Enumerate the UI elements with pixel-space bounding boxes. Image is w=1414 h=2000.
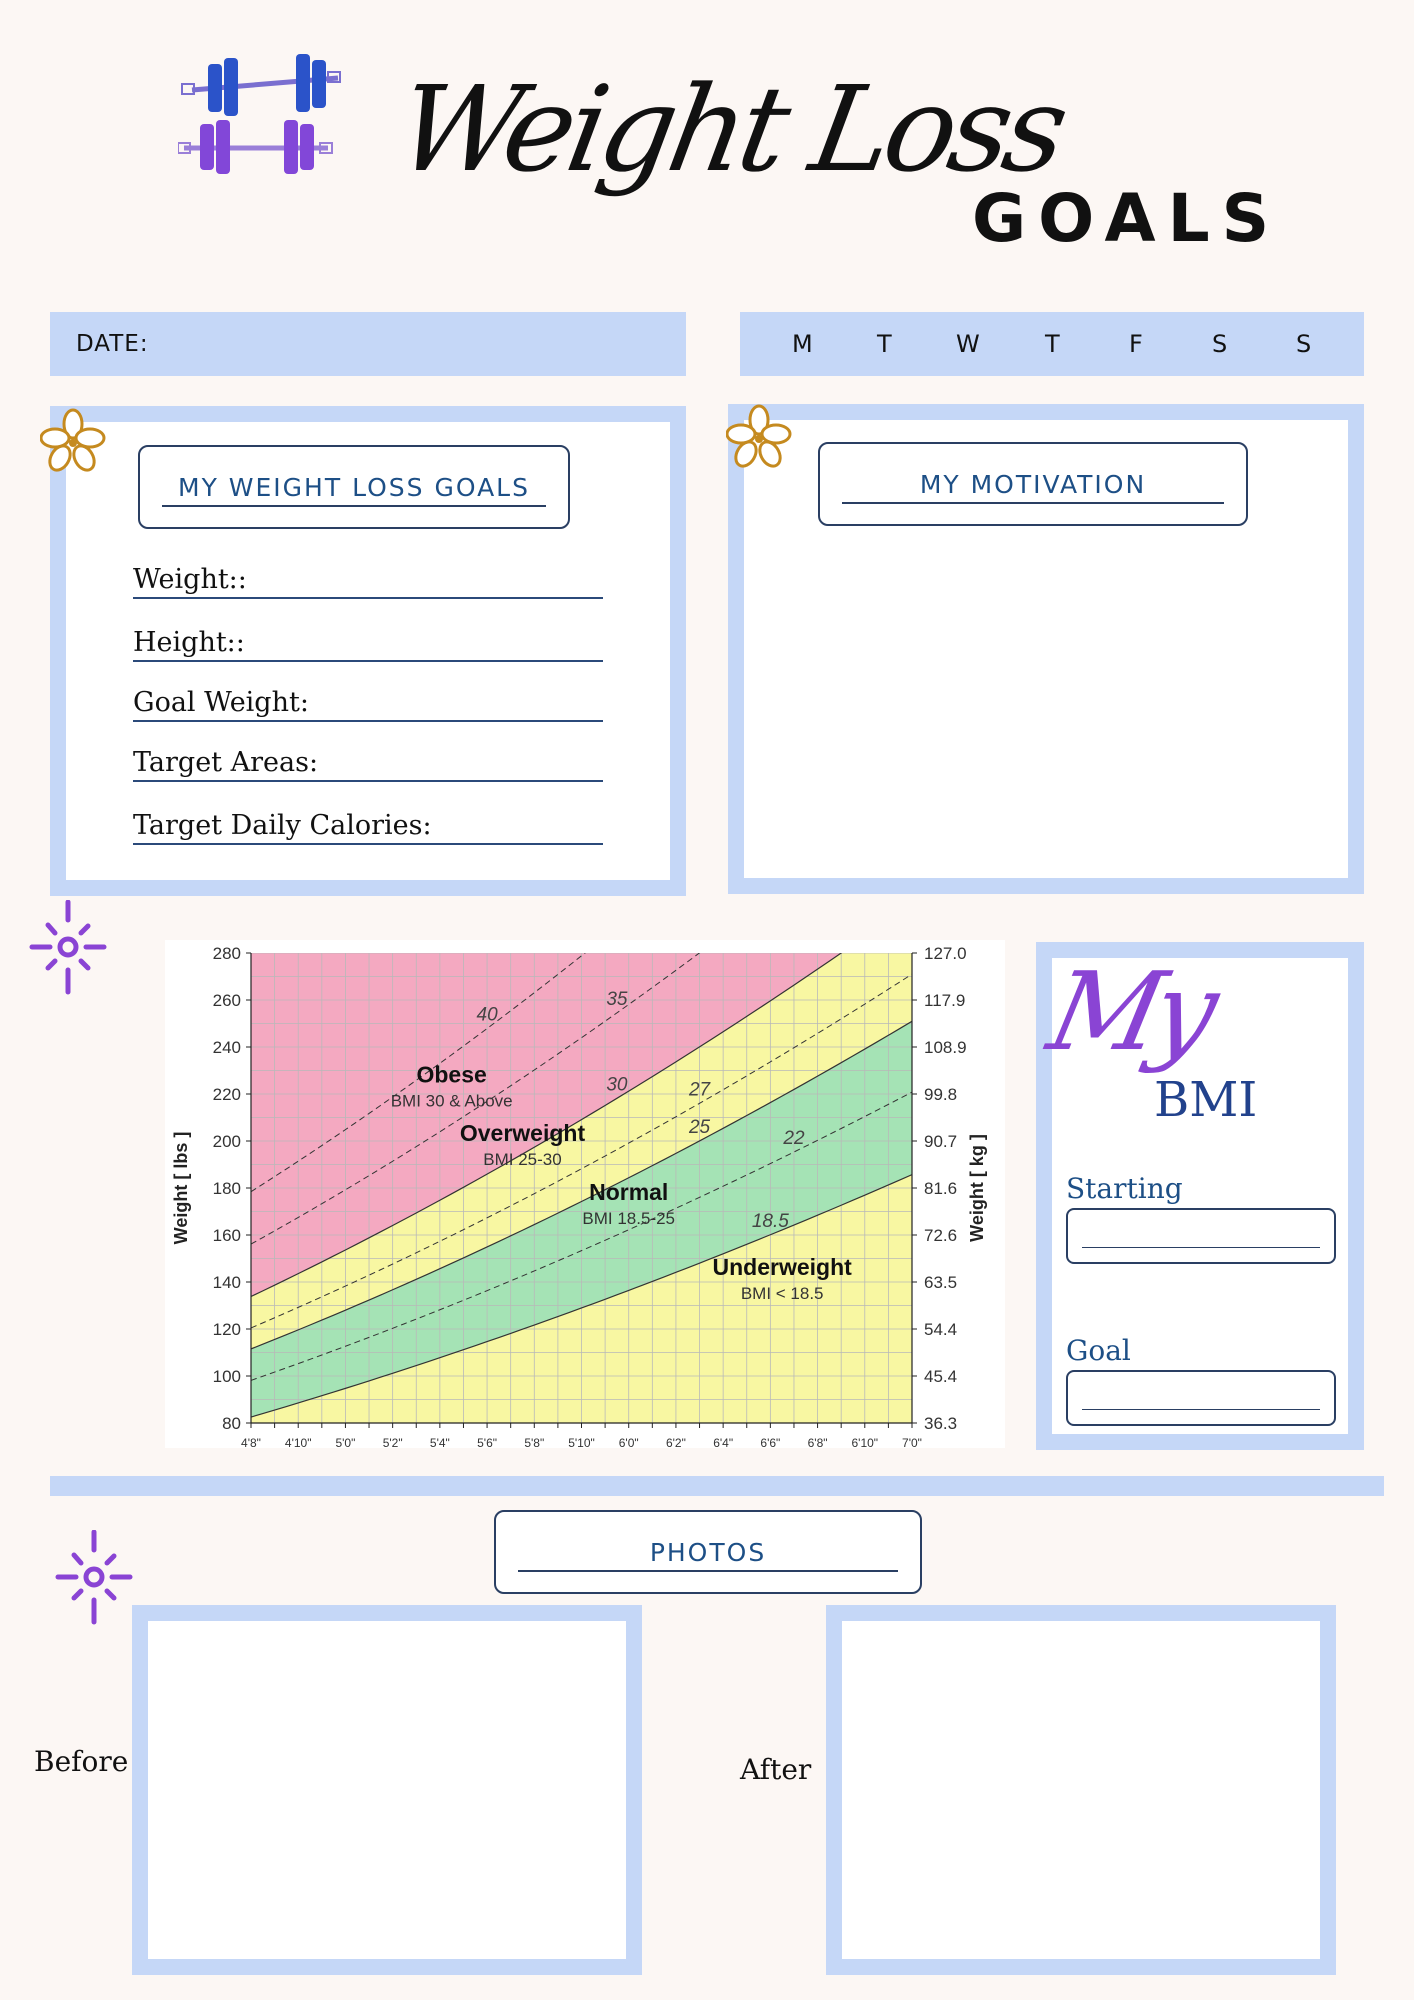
x-tick-label: 4'8" [241,1436,261,1448]
y-tick-label-lbs: 180 [212,1179,241,1198]
x-tick-label: 5'4" [429,1436,450,1448]
y-tick-label-lbs: 140 [212,1273,241,1292]
date-bar [50,312,686,376]
y-tick-label-kg: 117.9 [924,991,966,1010]
category-range: BMI 18.5-25 [582,1208,676,1228]
x-tick-label: 5'10" [568,1436,595,1448]
x-tick-label: 7'0" [902,1436,922,1448]
y-tick-label-kg: 81.6 [924,1179,958,1198]
flower-icon [40,408,106,474]
sparkle-icon [54,1530,134,1625]
day-thu[interactable]: T [1045,330,1060,358]
y-tick-label-lbs: 240 [212,1038,241,1057]
y-tick-label-lbs: 160 [212,1226,241,1245]
plot-area [251,940,912,1423]
day-sat[interactable]: S [1212,330,1228,358]
y-tick-label-lbs: 80 [222,1414,241,1433]
category-range: BMI 30 & Above [390,1091,513,1111]
motivation-title: MY MOTIVATION [919,469,1147,499]
sparkle-icon [28,900,108,995]
motivation-title-box [818,442,1248,526]
x-tick-label: 6'4" [713,1436,734,1448]
weight-field[interactable]: Weight:: [133,564,603,599]
photos-title-box [494,1510,922,1594]
y-axis-title-kg: Weight [ kg ] [967,1134,987,1242]
starting-label: Starting [1066,1172,1183,1205]
goals-title: MY WEIGHT LOSS GOALS [178,472,530,502]
goals-subtitle: GOALS [972,180,1282,257]
y-tick-label-kg: 72.6 [924,1226,958,1245]
bmi-line-label: 40 [476,1004,498,1026]
after-label: After [740,1753,812,1786]
before-label: Before [34,1745,129,1778]
target-calories-field[interactable]: Target Daily Calories: [133,810,603,845]
category-name: Overweight [459,1120,586,1146]
before-photo-frame[interactable] [132,1605,642,1975]
x-tick-label: 6'0" [618,1436,639,1448]
section-divider [50,1476,1384,1496]
y-axis-title-lbs: Weight [ lbs ] [171,1131,191,1245]
after-photo-frame[interactable] [826,1605,1336,1975]
goal-weight-field[interactable]: Goal Weight: [133,687,603,722]
y-tick-label-kg: 45.4 [924,1367,958,1386]
script-title: Weight Loss [387,60,1073,198]
bmi-script: BMI [1154,1072,1258,1128]
day-mon[interactable]: M [792,330,813,358]
y-tick-label-lbs: 220 [212,1085,241,1104]
category-range: BMI 25-30 [483,1150,562,1169]
bmi-line-label: 27 [688,1079,711,1101]
day-sun[interactable]: S [1296,330,1312,358]
y-tick-label-kg: 99.8 [924,1085,958,1104]
x-tick-label: 6'6" [760,1436,781,1448]
photos-title: PHOTOS [649,1537,767,1567]
y-tick-label-lbs: 100 [212,1367,241,1386]
y-tick-label-kg: 90.7 [924,1132,958,1151]
x-tick-label: 4'10" [284,1436,312,1448]
y-tick-label-kg: 108.9 [924,1038,967,1057]
y-tick-label-kg: 63.5 [924,1273,958,1292]
bmi-line-label: 30 [606,1074,628,1096]
bmi-line-label: 22 [783,1128,805,1150]
bmi-chart [165,940,1005,1448]
flower-icon [726,404,792,470]
dumbbells-icon [178,48,353,183]
y-tick-label-lbs: 120 [212,1320,241,1339]
y-tick-label-kg: 127.0 [924,944,967,963]
x-tick-label: 5'2" [382,1436,403,1448]
y-tick-label-kg: 36.3 [924,1414,958,1433]
height-field[interactable]: Height:: [133,627,603,662]
day-fri[interactable]: F [1129,330,1143,358]
category-name: Obese [416,1061,487,1088]
date-label: DATE: [76,331,149,357]
x-tick-label: 6'2" [665,1436,686,1448]
target-areas-field[interactable]: Target Areas: [133,747,603,782]
goals-title-box [138,445,570,529]
goal-label: Goal [1066,1334,1131,1367]
x-tick-label: 5'8" [524,1436,545,1448]
x-tick-label: 5'6" [477,1436,498,1448]
y-tick-label-lbs: 280 [212,944,241,963]
starting-input[interactable] [1066,1208,1336,1264]
category-name: Normal [589,1178,669,1205]
bmi-line-label: 18.5 [751,1210,789,1232]
x-tick-label: 6'10" [851,1436,879,1448]
x-tick-label: 6'8" [807,1436,828,1448]
category-name: Underweight [712,1253,852,1280]
y-tick-label-lbs: 200 [212,1132,241,1151]
goal-input[interactable] [1066,1370,1336,1426]
y-tick-label-lbs: 260 [212,991,241,1010]
x-tick-label: 5'0" [335,1436,356,1448]
my-script: My [1038,950,1221,1075]
bmi-line-label: 25 [688,1116,711,1138]
bmi-line-label: 35 [606,988,628,1010]
day-tue[interactable]: T [877,330,892,358]
category-range: BMI < 18.5 [740,1283,824,1303]
day-wed[interactable]: W [956,330,980,358]
y-tick-label-kg: 54.4 [924,1320,958,1339]
